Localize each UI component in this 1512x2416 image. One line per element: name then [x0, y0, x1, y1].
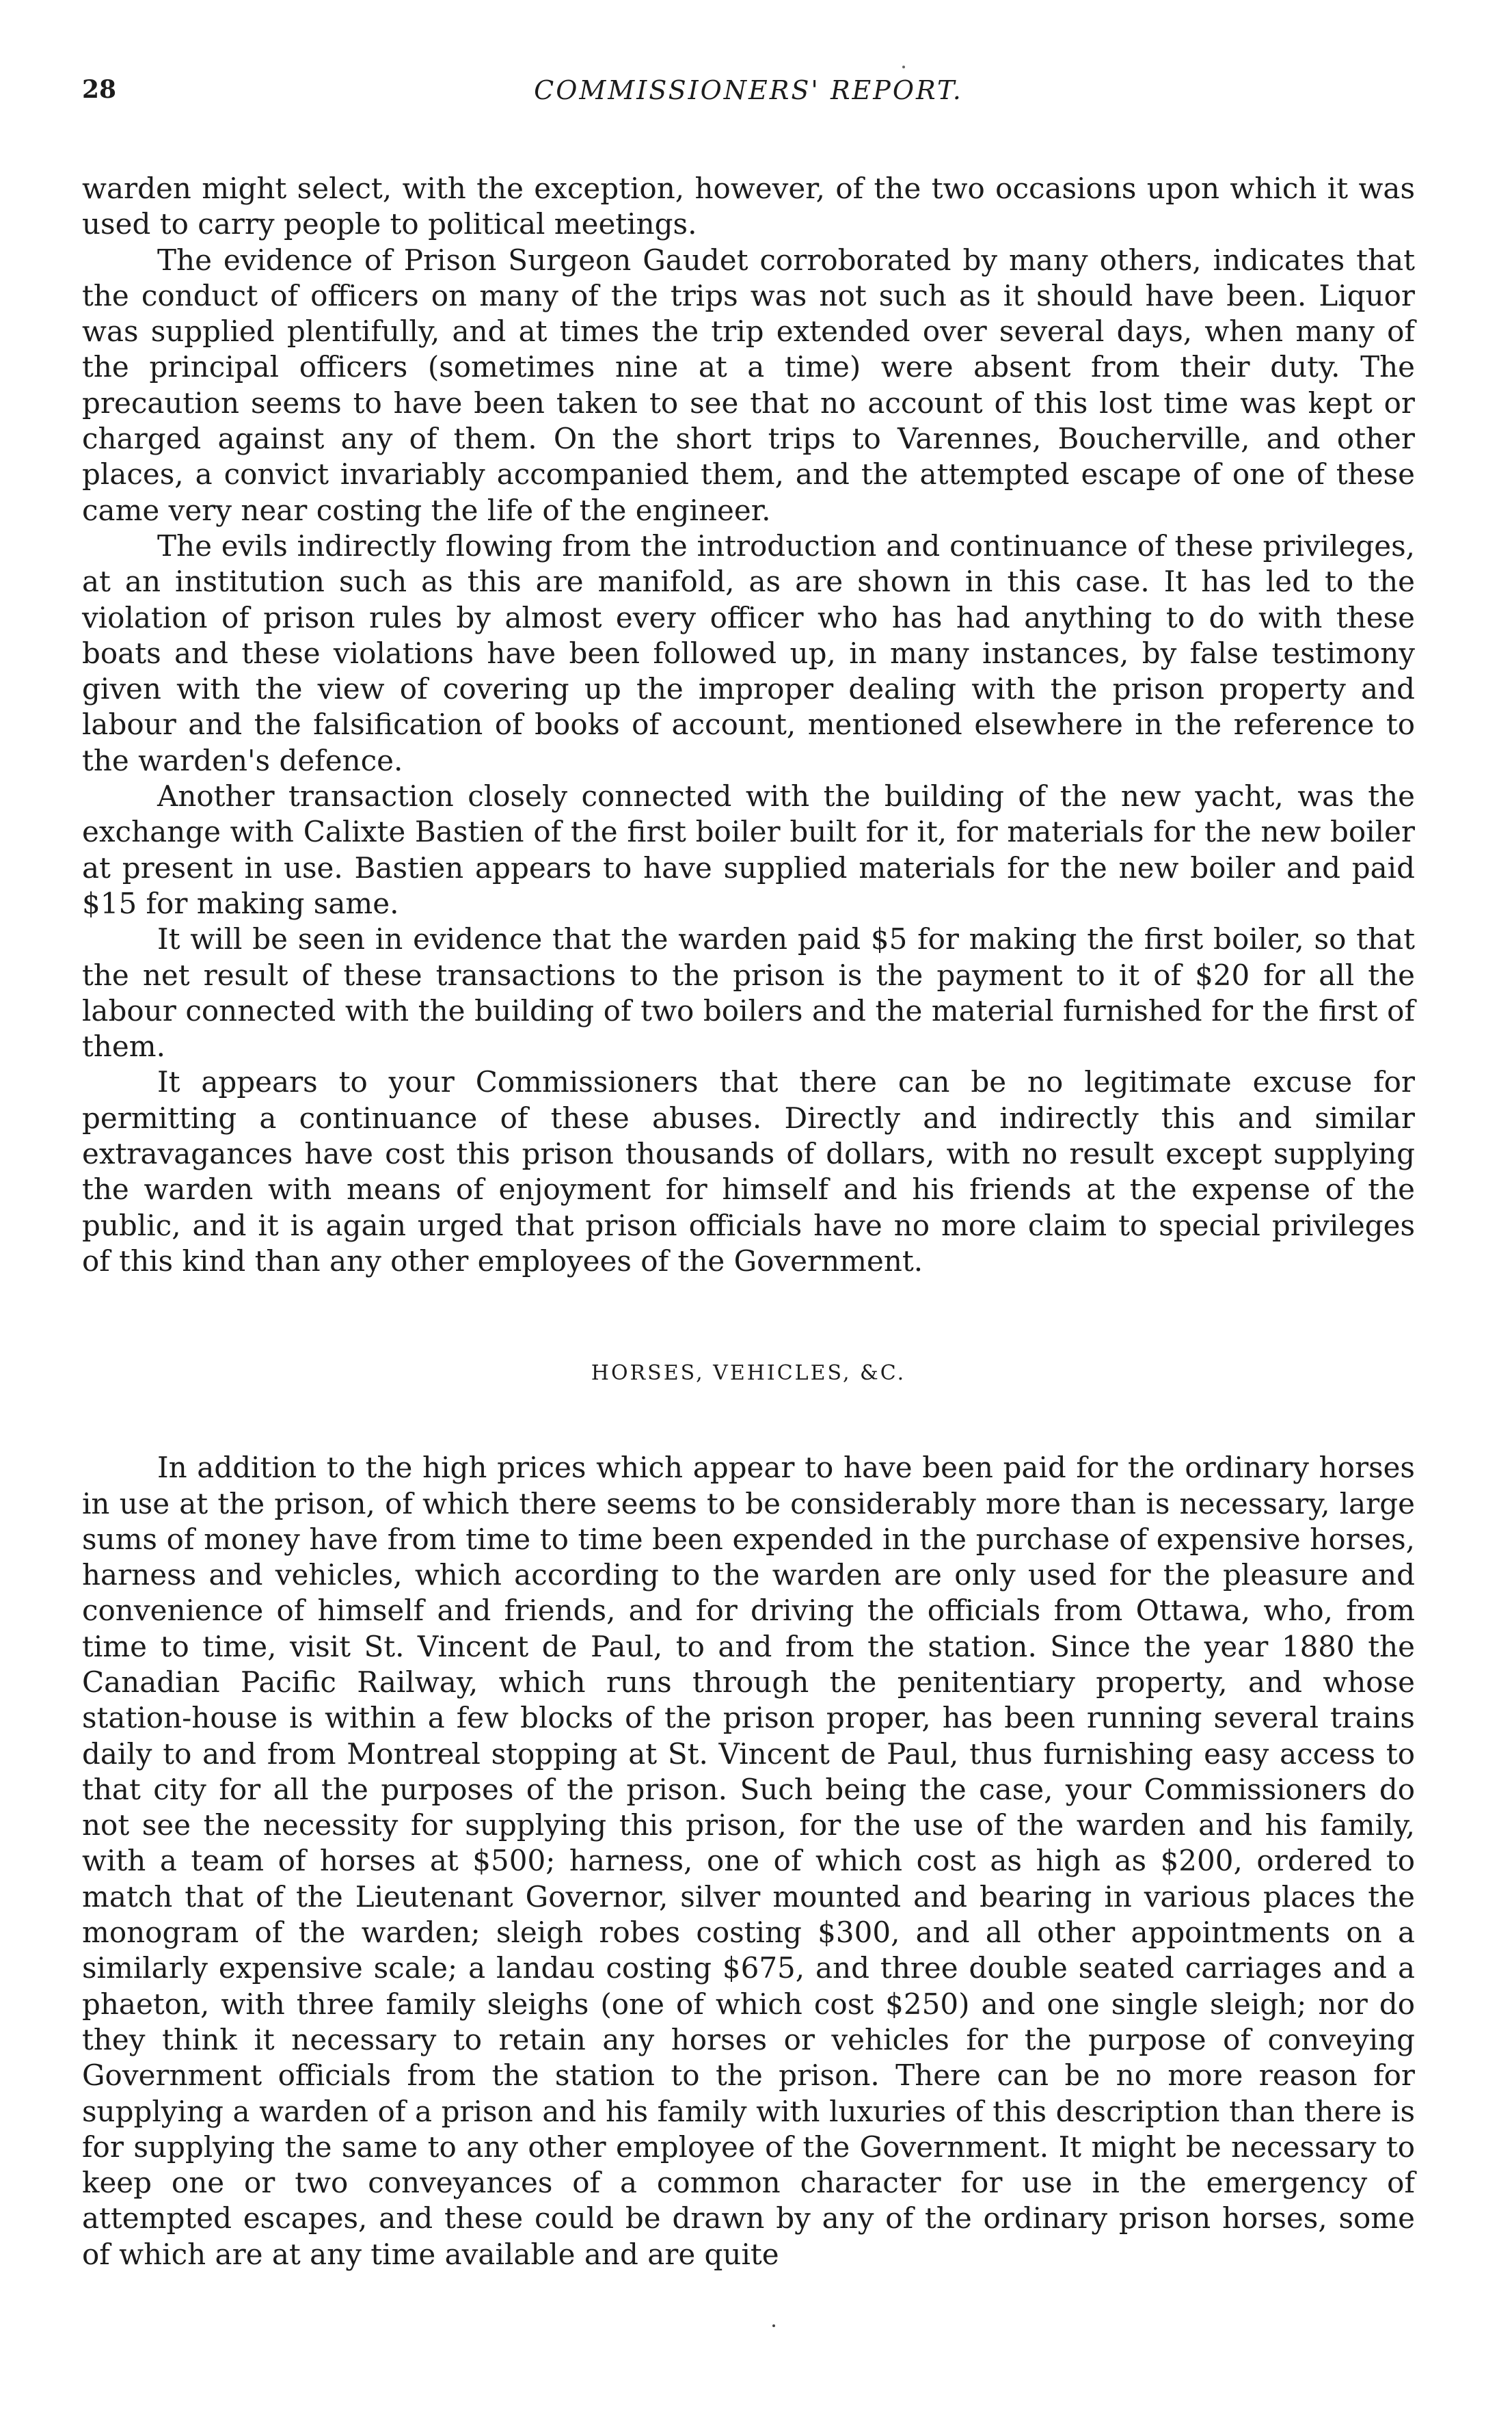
paragraph: In addition to the high prices which appear to have been paid for the ordinary horses in use at the prison, of which there seems to be considerably more than is necessary, large sums of money have from time to time been expended in the purchase of expensive horses, harness and vehicles, which according to the warden are only used for the pleasure and convenience of himself and friends, and for driving the officials from Ottawa, who, from time to time, visit St. Vincent de Paul, to and from the station. Since the year 1880 the Canadian Pacific Railway, which runs through the penitentiary property, and whose station-house is within a few blocks of the prison proper, has been running several trains daily to and from Montreal stopping at St. Vincent de Paul, thus furnishing easy access to that city for all the purposes of the prison. Such being the case, your Commissioners do not see the necessity for supplying this prison, for the use of the warden and his family, with a team of horses at $500; harness, one of which cost as high as $200, ordered to match that of the Lieutenant Governor, silver mounted and bearing in various places the monogram of the warden; sleigh robes costing $300, and all other appointments on a similarly expensive scale; a landau costing $675, and three double seated carriages and a phaeton, with three family sleighs (one of which cost $250) and one single sleigh; nor do they think it necessary to retain any horses or vehicles for the purpose of conveying Government officials from the station to the prison. There can be no more reason for supplying a warden of a prison and his family with luxuries of this description than there is for supplying the same to any other employee of the Government. It might be necessary to keep one or two conveyances of a common character for use in the emergency of attempted escapes, and these could be drawn by any of the ordinary prison horses, some of which are at any time available and are quite — [82, 1451, 1415, 2271]
paragraph: The evils indirectly flowing from the introduction and continuance of these privileges, at an institution such as this are manifold, as are shown in this case. It has led to the violation of prison rules by almost every officer who has had anything to do with these boats and these violations have been followed up, in many instances, by false testimony given with the view of covering up the improper dealing with the prison property and labour and the falsification of books of account, mentioned elsewhere in the reference to the warden's defence. — [82, 528, 1415, 777]
paragraph: warden might select, with the exception, however, of the two occasions upon which it was used to carry people to political meetings. — [82, 172, 1415, 241]
paragraph: Another transaction closely connected with the building of the new yacht, was the exchange with Calixte Bastien of the first boiler built for it, for materials for the new boiler at present in use. Bastien appears to have supplied materials for the new boiler and paid $15 for making same. — [82, 779, 1415, 920]
paragraph: It will be seen in evidence that the warden paid $5 for making the first boiler, so that the net result of these transactions to the prison is the payment to it of $20 for all the labour connected with the building of two boilers and the material furnished for the first of them. — [82, 922, 1415, 1064]
paragraph: The evidence of Prison Surgeon Gaudet corroborated by many others, indicates that the conduct of officers on many of the trips was not such as it should have been. Liquor was supplied plentifully, and at times the trip extended over several days, when many of the principal officers (sometimes nine at a time) were absent from their duty. The precaution seems to have been taken to see that no account of this lost time was kept or charged against any of them. On the short trips to Varennes, Boucherville, and other places, a convict invariably accompanied them, and the attempted escape of one of these came very near costing the life of the engineer. — [82, 243, 1415, 527]
print-speck — [772, 2324, 775, 2327]
section-heading: HORSES, VEHICLES, &C. — [591, 1361, 906, 1386]
paragraph: It appears to your Commissioners that there can be no legitimate excuse for permitting a continuance of these abuses. Directly and indirectly this and similar extravagances have cost this prison thousands of dollars, with no result except supplying the warden with means of enjoyment for himself and his friends at the expense of the public, and it is again urged that prison officials have no more claim to special privileges of this kind than any other employees of the Government. — [82, 1065, 1415, 1278]
page-number: 28 — [82, 75, 117, 104]
body-text-before — [82, 171, 1415, 1279]
page-header — [82, 75, 1415, 123]
print-speck — [902, 66, 905, 68]
document-page — [82, 75, 1415, 2272]
body-text-after — [82, 1450, 1415, 2272]
running-head: COMMISSIONERS' REPORT. — [534, 75, 963, 105]
